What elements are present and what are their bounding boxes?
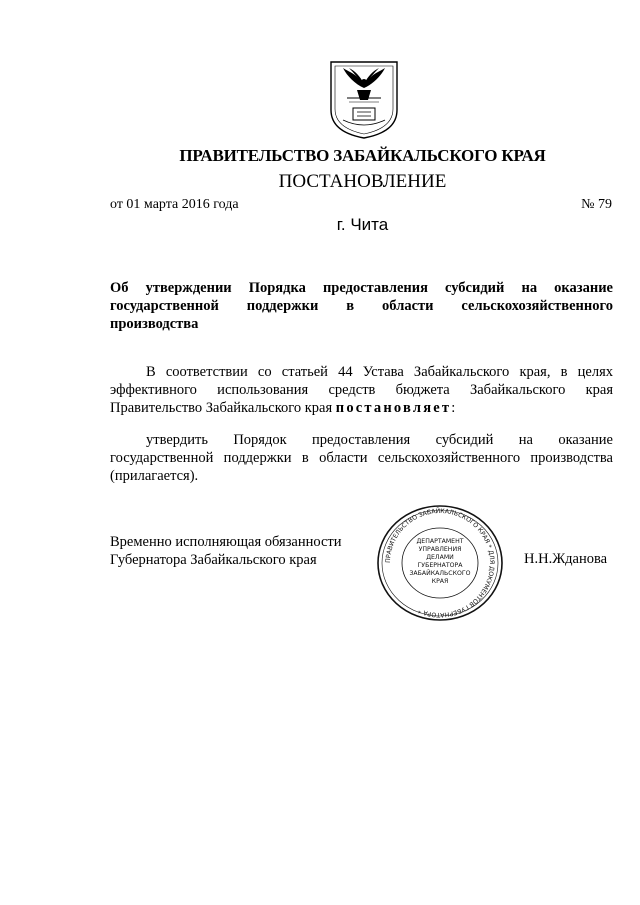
- signatory-name: Н.Н.Жданова: [524, 551, 608, 567]
- body-paragraph-resolution: [110, 431, 613, 485]
- coat-of-arms-emblem: [327, 58, 401, 140]
- paragraph-line: утвердить Порядок предоставления субсидий на оказание: [146, 432, 613, 448]
- seal-center-text: ДЕПАРТАМЕНТ: [416, 538, 464, 545]
- document-subject: [110, 279, 613, 333]
- resolution-keyword: постановляет: [335, 400, 452, 416]
- document-type: ПОСТАНОВЛЕНИЕ: [278, 171, 447, 192]
- signatory-role-line: Временно исполняющая обязанности: [110, 534, 342, 550]
- paragraph-text: Правительство Забайкальского края: [110, 400, 336, 416]
- document-date: от 01 марта 2016 года: [110, 197, 239, 212]
- seal-center-text: КРАЯ: [431, 578, 449, 585]
- document-city: г. Чита: [336, 215, 389, 234]
- organization-title: ПРАВИТЕЛЬСТВО ЗАБАЙКАЛЬСКОГО КРАЯ: [179, 146, 546, 165]
- body-paragraph-preamble: [110, 363, 613, 417]
- official-seal-stamp: [375, 503, 505, 623]
- paragraph-line: В соответствии со статьей 44 Устава Забайкальского края, в целях: [146, 364, 613, 380]
- subject-line: производства: [110, 316, 199, 332]
- signatory-role: [110, 533, 342, 569]
- paragraph-text: :: [451, 400, 456, 416]
- seal-center-text: ДЕЛАМИ: [426, 554, 454, 561]
- subject-line: Об утверждении Порядка предоставления субсидий на оказание: [110, 280, 613, 296]
- subject-line: государственной поддержки в области сельскохозяйственного: [110, 298, 613, 314]
- paragraph-line: [110, 399, 613, 417]
- paragraph-line: эффективного использования средств бюджета Забайкальского края: [110, 382, 613, 398]
- seal-center-text: ЗАБАЙКАЛЬСКОГО: [409, 570, 471, 577]
- document-number: № 79: [581, 197, 612, 212]
- seal-outer-text: ПРАВИТЕЛЬСТВО ЗАБАЙКАЛЬСКОГО КРАЯ * ДЛЯ ДОКУМЕНТОВ ГУБЕРНАТОРА *: [384, 507, 496, 619]
- seal-center-text: ГУБЕРНАТОРА: [417, 562, 463, 569]
- signatory-role-line: Губернатора Забайкальского края: [110, 552, 317, 568]
- paragraph-line: государственной поддержки в области сельскохозяйственного производства: [110, 450, 613, 466]
- seal-center-text: УПРАВЛЕНИЯ: [418, 546, 462, 553]
- paragraph-line: (прилагается).: [110, 468, 199, 484]
